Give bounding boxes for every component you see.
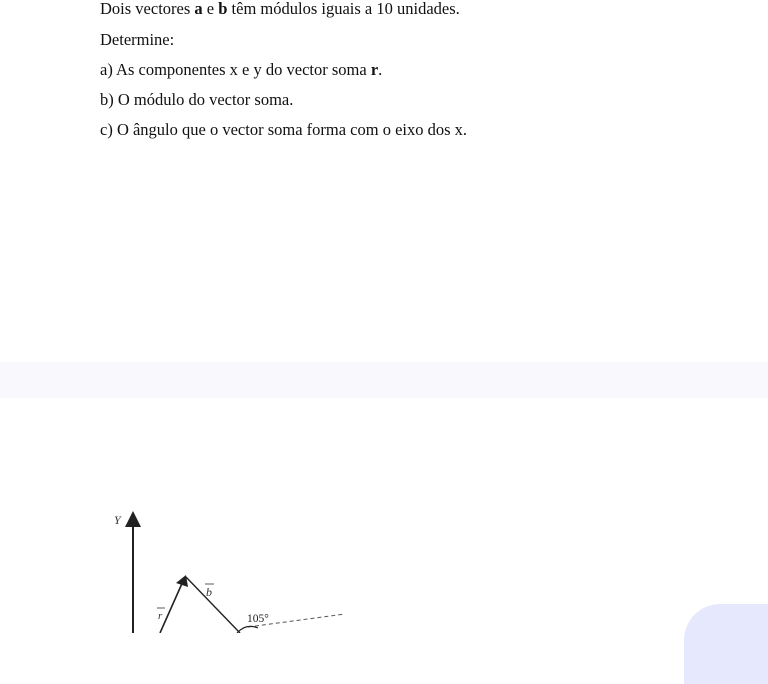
y-axis-label: Y bbox=[114, 513, 121, 527]
problem-intro bbox=[100, 0, 460, 19]
question-a-period: . bbox=[378, 60, 383, 79]
intro-text-start: Dois vectores bbox=[100, 0, 195, 18]
vector-r-line bbox=[160, 579, 184, 633]
intro-text-mid: e bbox=[202, 0, 219, 18]
question-c: c) O ângulo que o vector soma forma com o eixo dos x. bbox=[100, 120, 468, 139]
angle-arc bbox=[237, 626, 258, 633]
intro-text-end: têm módulos iguais a 10 unidades. bbox=[227, 0, 460, 18]
vector-b-label: b bbox=[206, 585, 212, 599]
vector-b-bold: b bbox=[218, 0, 228, 18]
page-separator-band bbox=[0, 362, 768, 398]
corner-overlay bbox=[684, 604, 768, 684]
question-b: b) O módulo do vector soma. bbox=[100, 90, 294, 109]
question-a-text: a) As componentes x e y do vector soma bbox=[100, 60, 371, 79]
vector-figure bbox=[0, 495, 400, 633]
vector-r-label: r bbox=[158, 610, 163, 622]
vector-b-line bbox=[186, 577, 240, 633]
determine-heading: Determine: bbox=[100, 30, 175, 49]
angle-label: 105° bbox=[247, 613, 269, 625]
vector-r-bold: r bbox=[370, 60, 379, 79]
vector-diagram bbox=[0, 495, 400, 633]
vector-a-bold: a bbox=[194, 0, 203, 18]
question-a bbox=[100, 60, 382, 80]
